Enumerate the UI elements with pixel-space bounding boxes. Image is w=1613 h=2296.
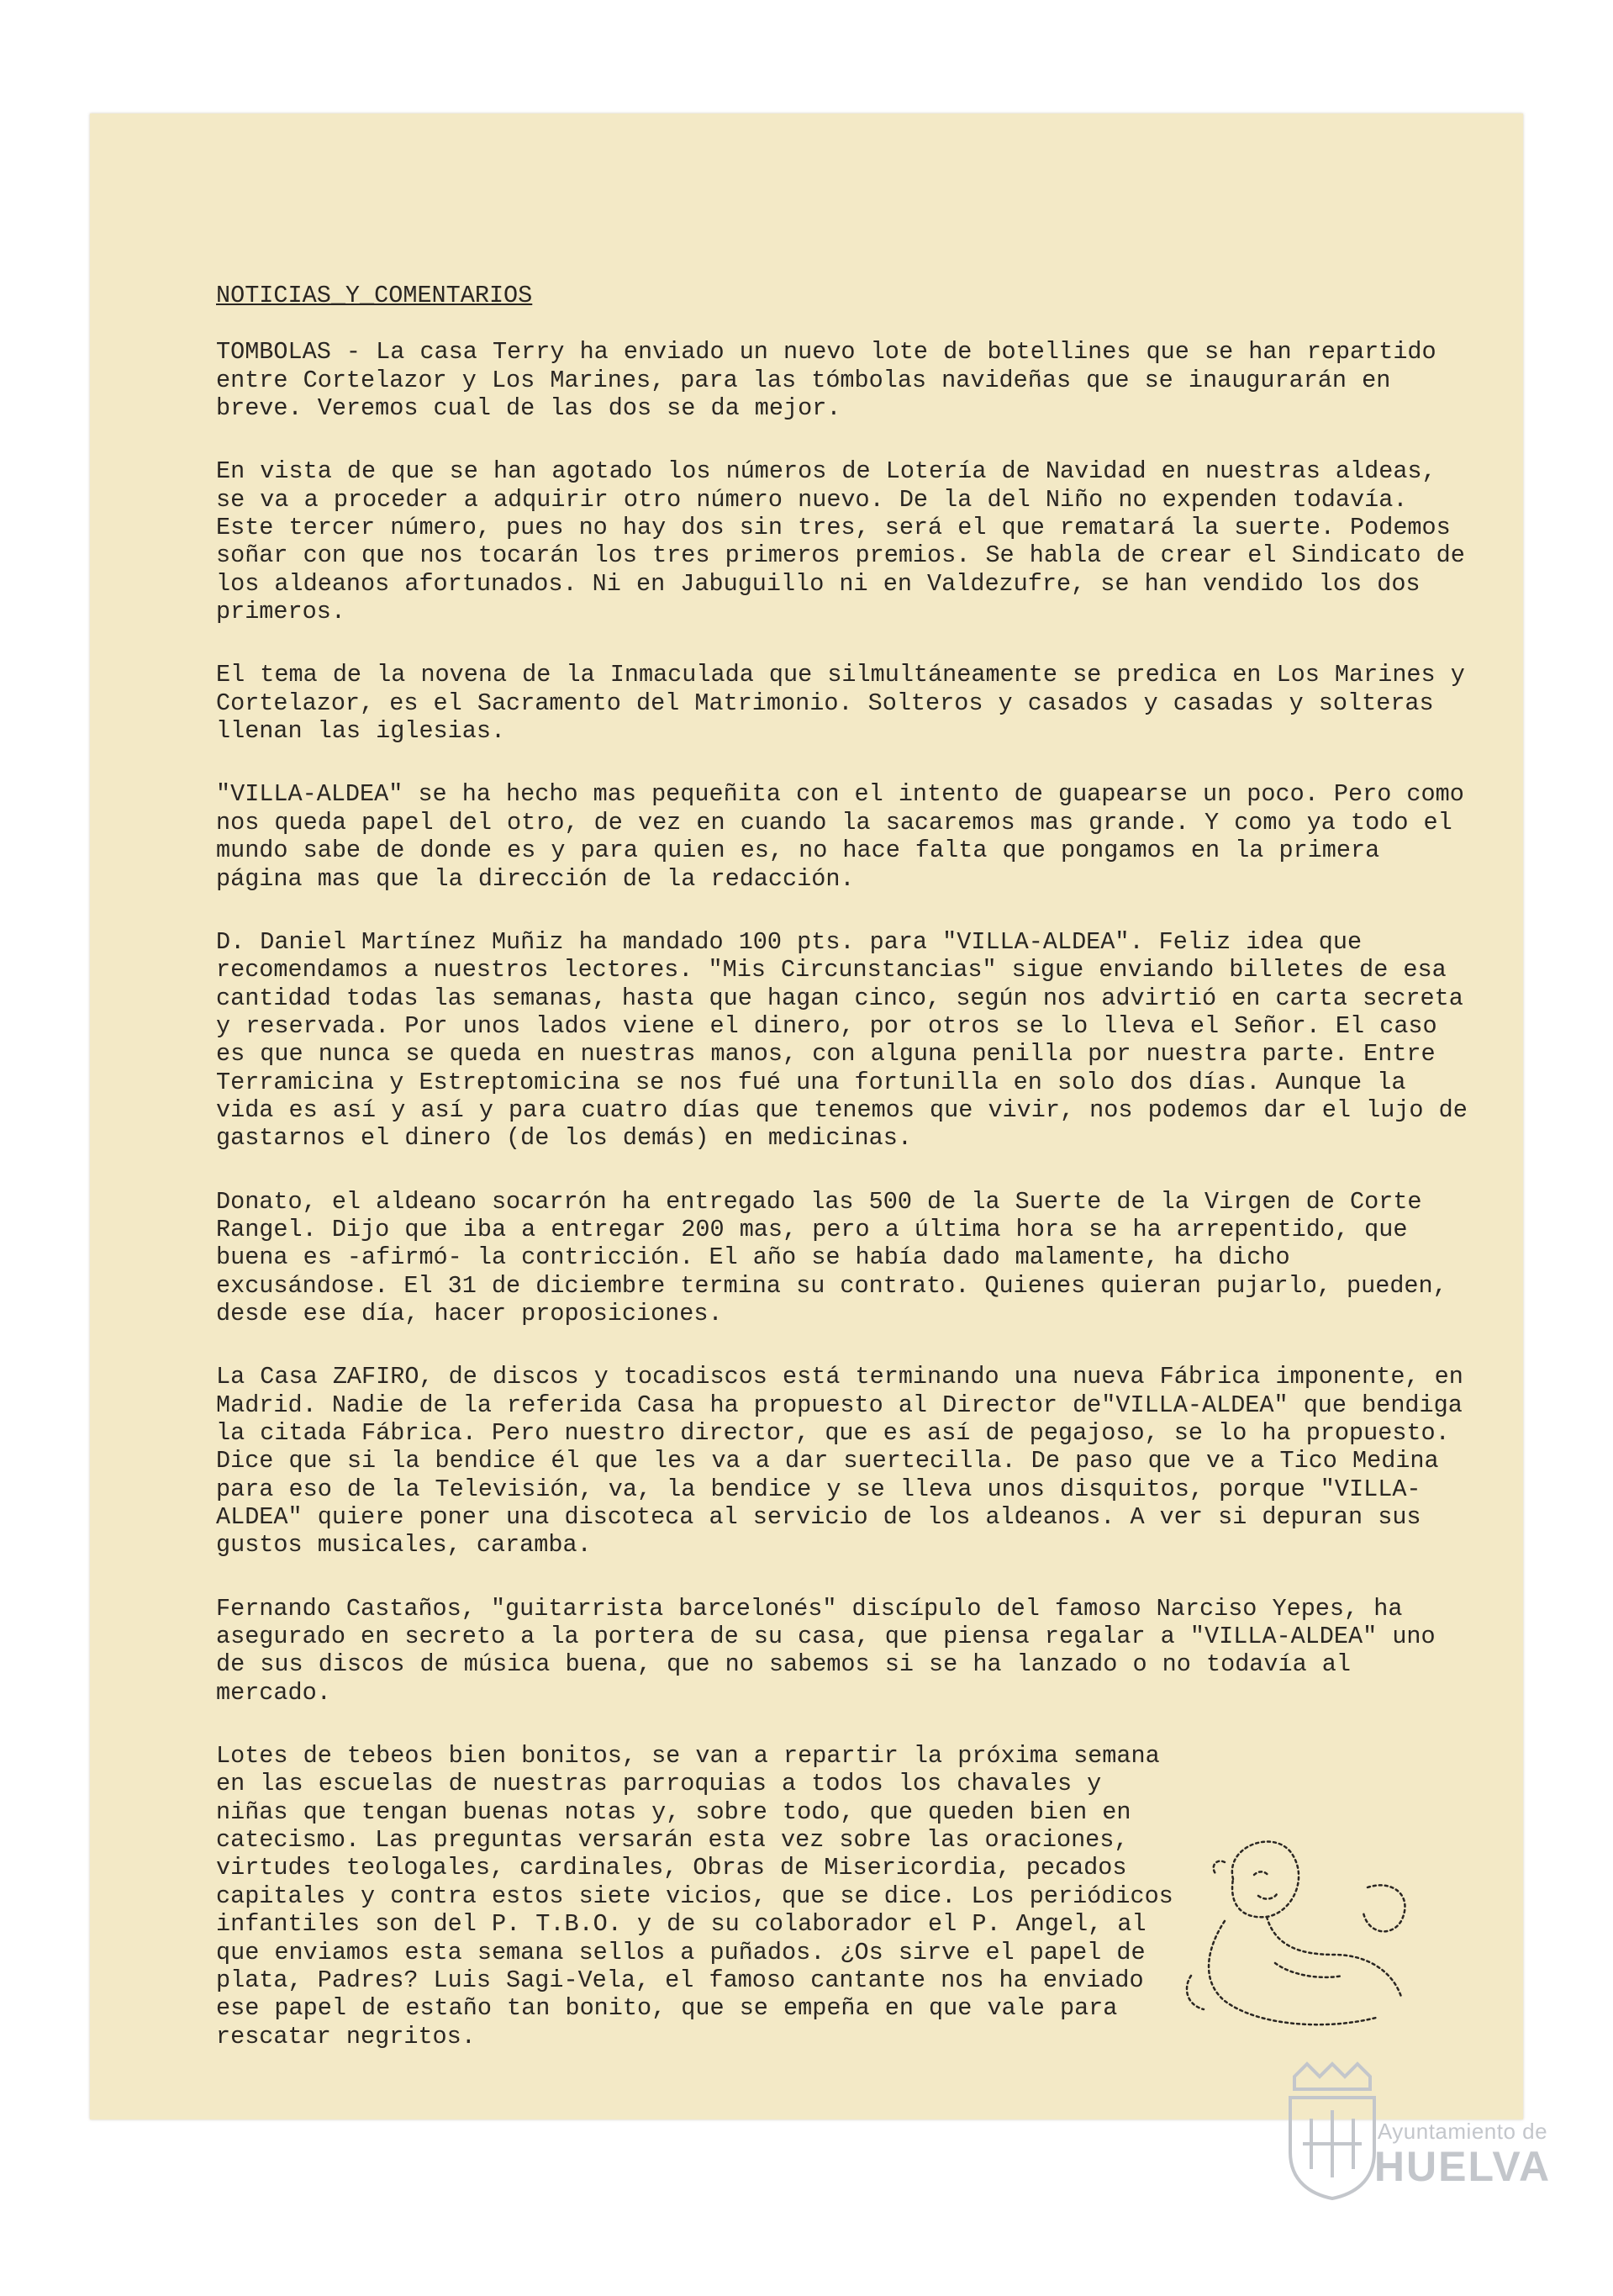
child-sketch-icon [1174,1829,1426,2047]
paper-sheet [90,113,1523,2119]
watermark-line2: HUELVA [1373,2143,1552,2190]
paragraph-tombolas: TOMBOLAS - La casa Terry ha enviado un nuevo lote de botellines que se han repartido entre Cortelazor y Los Marines, para las tómbolas navideñas que se inaugurarán en breve. Veremos cual de las dos se da mejor. [216,338,1436,423]
page-heading: NOTICIAS_Y_COMENTARIOS [216,282,533,309]
paragraph-loteria: En vista de que se han agotado los números de Lotería de Navidad en nuestras aldeas, se va a proceder a adquirir otro número nuevo. De la del Niño no expenden todavía. Este tercer número, pues no hay dos sin tres, será el que rematará la suerte. Podemos soñar con que nos tocarán los tres primeros premios. Se habla de crear el Sindicato de los aldeanos afortunados. Ni en Jabuguillo ni en Valdezufre, se han vendido los dos primeros. [216,457,1465,626]
paragraph-tebeos: Lotes de tebeos bien bonitos, se van a repartir la próxima semana en las escuelas de nuestras parroquias a todos los chavales y niñas que tengan buenas notas y, sobre todo, que queden bien en catecismo. Las preguntas versarán esta vez sobre las oraciones, virtudes teologales, cardinales, Obras de Misericordia, pecados capitales y contra estos siete vicios, que se dice. Los periódicos infantiles son del P. T.B.O. y de su colaborador el P. Angel, al que enviamos esta semana sellos a puñados. ¿Os sirve el papel de plata, Padres? Luis Sagi-Vela, el famoso cantante nos ha enviado ese papel de estaño tan bonito, que se empeña en que vale para rescatar negritos. [216,1742,1173,2051]
paragraph-novena: El tema de la novena de la Inmaculada que silmultáneamente se predica en Los Marines y Cortelazor, es el Sacramento del Matrimonio. Solteros y casados y casadas y solteras llenan las iglesias. [216,661,1465,746]
paragraph-castanos: Fernando Castaños, "guitarrista barcelonés" discípulo del famoso Narciso Yepes, ha asegurado en secreto a la portera de su casa, que piensa regalar a "VILLA-ALDEA" uno de sus discos de música buena, que no sabemos si se ha lanzado o no todavía al mercado. [216,1594,1436,1707]
paragraph-villa-aldea: "VILLA-ALDEA" se ha hecho mas pequeñita con el intento de guapearse un poco. Pero como nos queda papel del otro, de vez en cuando la sacaremos mas grande. Y como ya todo el mundo sabe de donde es y para quien es, no hace falta que pongamos en la primera página mas que la dirección de la redacción. [216,780,1464,893]
watermark-line1: Ayuntamiento de [1377,2119,1548,2144]
watermark-brand [1370,2119,1555,2189]
typed-text-body [216,282,1468,2086]
paragraph-zafiro: La Casa ZAFIRO, de discos y tocadiscos está terminando una nueva Fábrica imponente, en Madrid. Nadie de la referida Casa ha propuesto al Director de"VILLA-ALDEA" que bendiga la citada Fábrica. Pero nuestro director, que es así de pegajoso, se lo ha propuesto. Dice que si la bendice él que les va a dar suertecilla. De paso que ve a Tico Medina para eso de la Televisión, va, la bendice y se lleva unos disquitos, porque "VILLA-ALDEA" quiere poner una discoteca al servicio de los aldeanos. A ver si depuran sus gustos musicales, caramba. [216,1363,1463,1560]
paragraph-donato: Donato, el aldeano socarrón ha entregado las 500 de la Suerte de la Virgen de Corte Rangel. Dijo que iba a entregar 200 mas, pero a última hora se ha arrepentido, que buena es -afirmó- la contricción. El año se había dado malamente, ha dicho excusándose. El 31 de diciembre termina su contrato. Quienes quieran pujarlo, pueden, desde ese día, hacer proposiciones. [216,1187,1447,1327]
paragraph-donation: D. Daniel Martínez Muñiz ha mandado 100 pts. para "VILLA-ALDEA". Feliz idea que recomendamos a nuestros lectores. "Mis Circunstancias" sigue enviando billetes de esa cantidad todas las semanas, hasta que hagan cinco, según nos advirtió en carta secreta y reservada. Por unos lados viene el dinero, por otros se lo lleva el Señor. El caso es que nunca se queda en nuestras manos, con alguna penilla por nuestra parte. Entre Terramicina y Estreptomicina se nos fué una fortunilla en solo dos días. Aunque la vida es así y así y para cuatro días que tenemos que vivir, nos podemos dar el lujo de gastarnos el dinero (de los demás) en medicinas. [216,927,1468,1153]
